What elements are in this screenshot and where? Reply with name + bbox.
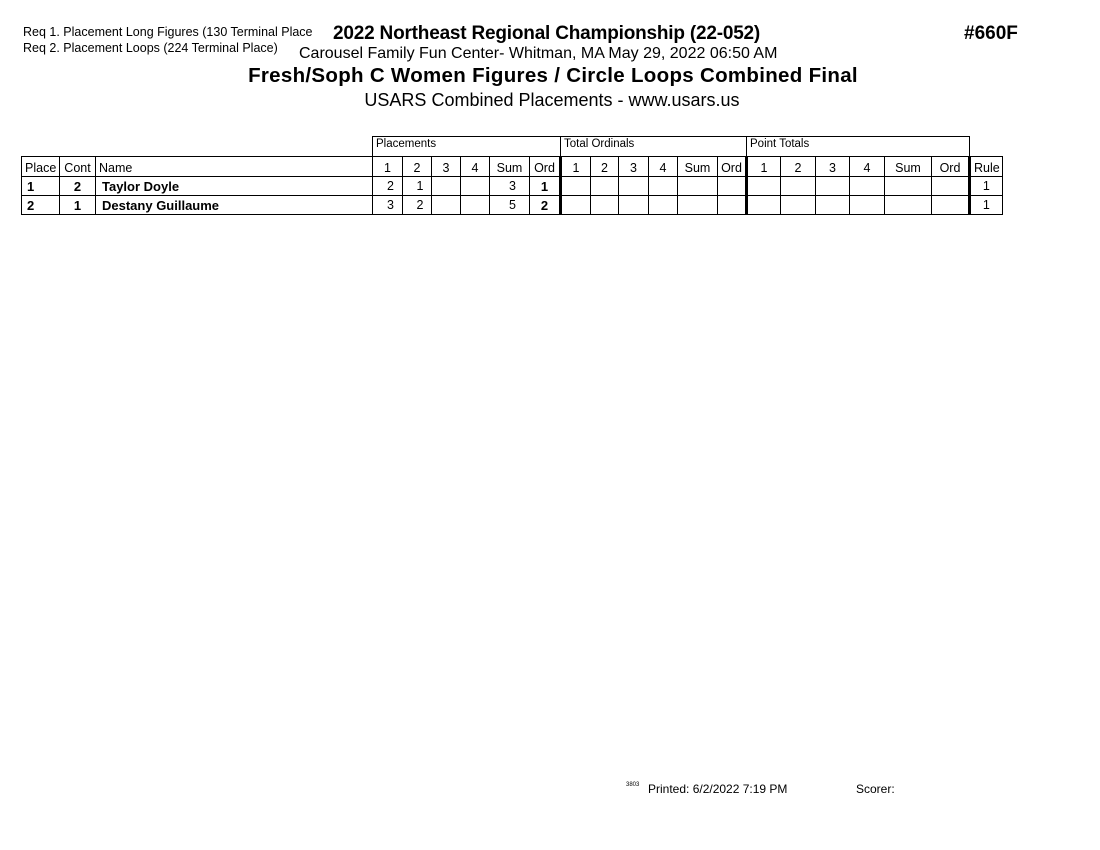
cell-ordinal-sum xyxy=(678,177,718,196)
col-ordinal-3: 3 xyxy=(619,157,649,177)
cell-ordinal-2 xyxy=(591,196,619,215)
col-ordinal-ord: Ord xyxy=(718,157,747,177)
group-header-row xyxy=(22,137,1003,157)
cell-ordinal-1 xyxy=(561,196,591,215)
cell-points-ord xyxy=(932,177,970,196)
results-table xyxy=(21,136,1003,215)
cell-cont: 2 xyxy=(60,177,96,196)
cell-ordinal-ord xyxy=(718,196,747,215)
scorer-label: Scorer: xyxy=(856,782,895,796)
cell-ordinal-4 xyxy=(649,177,678,196)
cell-placement-sum: 3 xyxy=(490,177,530,196)
event-number: #660F xyxy=(964,23,1018,44)
cell-points-4 xyxy=(850,177,885,196)
col-points-sum: Sum xyxy=(885,157,932,177)
cell-placement-3 xyxy=(432,177,461,196)
col-points-2: 2 xyxy=(781,157,816,177)
cell-name: Taylor Doyle xyxy=(96,177,373,196)
cell-placement-ord: 2 xyxy=(530,196,561,215)
col-points-3: 3 xyxy=(816,157,850,177)
group-point-totals: Point Totals xyxy=(747,137,970,157)
group-placements: Placements xyxy=(373,137,561,157)
col-placement-ord: Ord xyxy=(530,157,561,177)
col-placement-sum: Sum xyxy=(490,157,530,177)
cell-points-ord xyxy=(932,196,970,215)
col-name: Name xyxy=(96,157,373,177)
table-row xyxy=(22,177,1003,196)
venue-date-line: Carousel Family Fun Center- Whitman, MA May 29, 2022 06:50 AM xyxy=(299,45,778,62)
cell-placement-4 xyxy=(461,177,490,196)
col-ordinal-2: 2 xyxy=(591,157,619,177)
cell-placement-3 xyxy=(432,196,461,215)
cell-points-4 xyxy=(850,196,885,215)
col-placement-1: 1 xyxy=(373,157,403,177)
col-placement-3: 3 xyxy=(432,157,461,177)
cell-points-3 xyxy=(816,177,850,196)
cell-placement-2: 2 xyxy=(403,196,432,215)
col-cont: Cont xyxy=(60,157,96,177)
col-ordinal-sum: Sum xyxy=(678,157,718,177)
col-placement-2: 2 xyxy=(403,157,432,177)
cell-points-1 xyxy=(747,196,781,215)
cell-place: 2 xyxy=(22,196,60,215)
report-subtitle: USARS Combined Placements - www.usars.us xyxy=(364,90,740,110)
cell-placement-4 xyxy=(461,196,490,215)
cell-points-2 xyxy=(781,177,816,196)
cell-ordinal-1 xyxy=(561,177,591,196)
cell-name: Destany Guillaume xyxy=(96,196,373,215)
cell-place: 1 xyxy=(22,177,60,196)
col-points-ord: Ord xyxy=(932,157,970,177)
cell-rule: 1 xyxy=(970,196,1003,215)
cell-ordinal-ord xyxy=(718,177,747,196)
event-title: 2022 Northeast Regional Championship (22-052) xyxy=(333,23,761,44)
col-ordinal-1: 1 xyxy=(561,157,591,177)
cell-placement-ord: 1 xyxy=(530,177,561,196)
segment-title: Fresh/Soph C Women Figures / Circle Loops Combined Final xyxy=(248,64,858,87)
cell-ordinal-2 xyxy=(591,177,619,196)
col-placement-4: 4 xyxy=(461,157,490,177)
cell-placement-1: 3 xyxy=(373,196,403,215)
cell-ordinal-3 xyxy=(619,196,649,215)
cell-placement-1: 2 xyxy=(373,177,403,196)
col-points-1: 1 xyxy=(747,157,781,177)
cell-ordinal-3 xyxy=(619,177,649,196)
cell-placement-sum: 5 xyxy=(490,196,530,215)
footer-mark: 3803 xyxy=(626,782,640,788)
cell-placement-2: 1 xyxy=(403,177,432,196)
cell-points-3 xyxy=(816,196,850,215)
cell-cont: 1 xyxy=(60,196,96,215)
col-rule: Rule xyxy=(970,157,1003,177)
col-place: Place xyxy=(22,157,60,177)
cell-ordinal-4 xyxy=(649,196,678,215)
requirement-2: Req 2. Placement Loops (224 Terminal Place) xyxy=(23,41,278,55)
cell-points-sum xyxy=(885,177,932,196)
cell-points-2 xyxy=(781,196,816,215)
printed-timestamp: Printed: 6/2/2022 7:19 PM xyxy=(648,782,788,796)
column-header-row xyxy=(22,157,1003,177)
requirement-1: Req 1. Placement Long Figures (130 Terminal Place xyxy=(23,25,313,39)
cell-rule: 1 xyxy=(970,177,1003,196)
table-row xyxy=(22,196,1003,215)
cell-points-sum xyxy=(885,196,932,215)
group-total-ordinals: Total Ordinals xyxy=(561,137,747,157)
cell-points-1 xyxy=(747,177,781,196)
col-ordinal-4: 4 xyxy=(649,157,678,177)
col-points-4: 4 xyxy=(850,157,885,177)
cell-ordinal-sum xyxy=(678,196,718,215)
